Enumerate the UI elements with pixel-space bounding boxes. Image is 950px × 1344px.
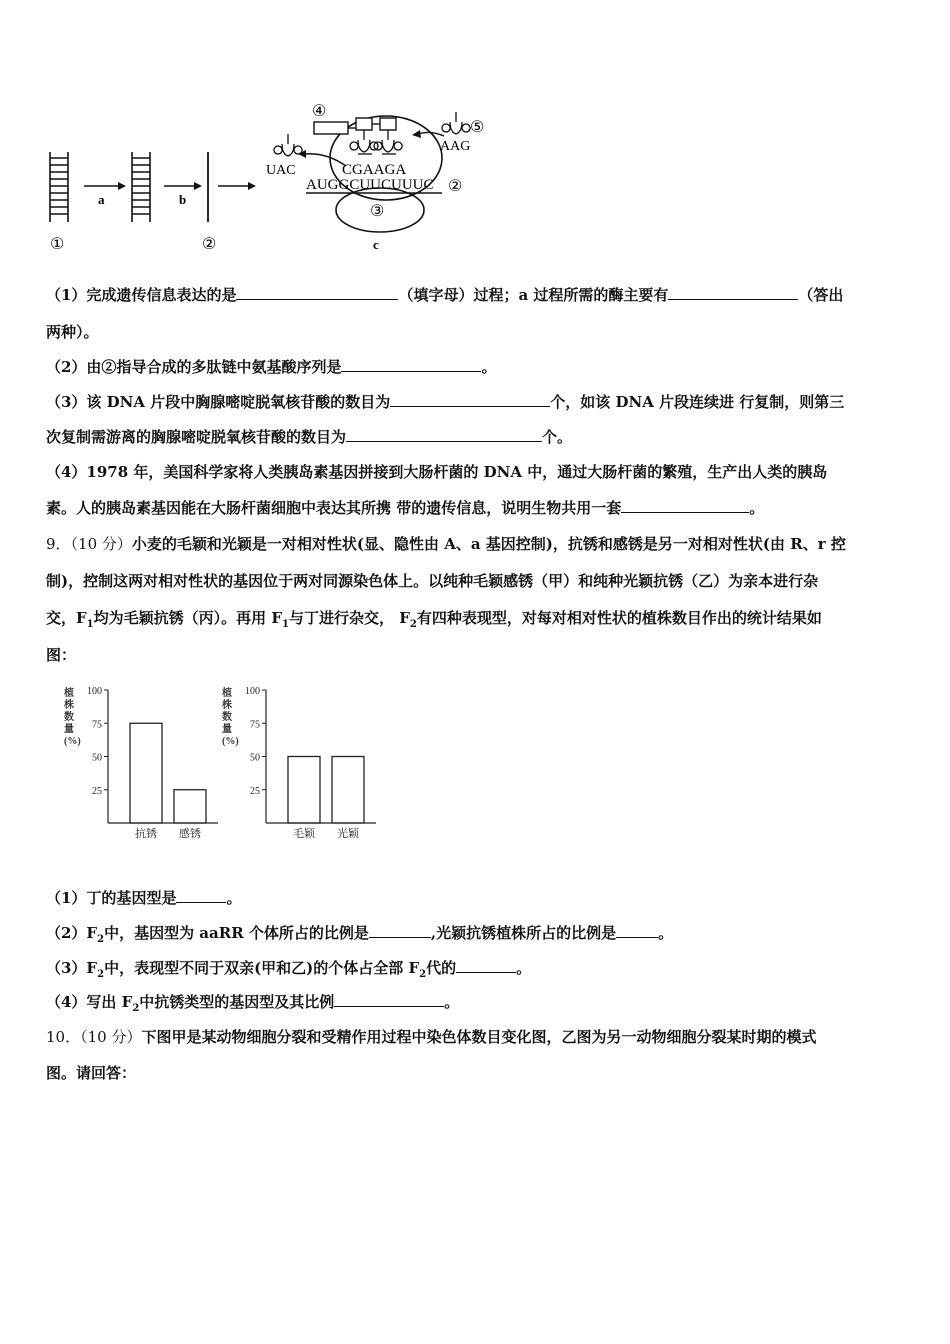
q8-part1-text-b: （填字母）过程；a 过程所需的酶主要有 (398, 286, 669, 304)
q9-line2 (46, 571, 910, 591)
y-axis-label: 株 (64, 700, 74, 711)
arrow-translation (218, 182, 256, 190)
q8-part2 (46, 357, 910, 377)
y-axis-label: 量 (64, 724, 74, 735)
q9-sub2-subscript: 2 (97, 934, 105, 945)
y-axis-label: 数 (64, 712, 74, 723)
q9-sub2-text-a: （2）F (46, 924, 98, 942)
q8-part4-text-b: 素。人的胰岛素基因能在大肠杆菌细胞中表达其所携 带的遗传信息，说明生物共用一套 (46, 499, 622, 517)
y-tick-label: 75 (250, 719, 260, 731)
q9-text-1: 小麦的毛颖和光颖是一对相对性状(显、隐性由 A、a 基因控制)，抗锈和感锈是另一对相对性状(由 R、r 控 (131, 535, 846, 553)
label-c: c (373, 237, 379, 252)
q9-sub2-text-b: 中，基因型为 aaRR 个体所占的比例是 (104, 924, 369, 942)
y-axis-label: (%) (222, 736, 239, 747)
q8-part3-text-c: 次复制需游离的胸腺嘧啶脱氧核苷酸的数目为 (46, 428, 347, 446)
arrow-trna-enter (418, 132, 444, 136)
y-tick-label: 50 (92, 752, 102, 764)
q9-sub1-text-b: 。 (226, 889, 242, 907)
q9-sub4-subscript: 2 (132, 1003, 140, 1014)
polypeptide-box (314, 122, 348, 134)
codon-uac: UAC (266, 163, 296, 178)
q8-part4-line1 (46, 462, 910, 482)
arrow-trna-exit (304, 154, 346, 166)
q9-sub3-text-c: 代的 (426, 959, 457, 977)
q8-part1-text-a: （1）完成遗传信息表达的是 (46, 286, 237, 304)
y-tick-label: 25 (92, 785, 102, 797)
y-axis-label: 植 (222, 688, 232, 699)
q9-sub3-subscript-2: 2 (419, 969, 427, 980)
q8-answer-blank-6[interactable] (621, 498, 749, 513)
label-2: ② (202, 236, 217, 253)
bar-感锈 (174, 790, 206, 823)
y-tick-label: 50 (250, 752, 260, 764)
q10-line1 (46, 1027, 910, 1047)
q9-answer-blank-4[interactable] (456, 958, 516, 973)
label-3: ③ (370, 203, 385, 220)
q9-sub2-text-c: ,光颖抗锈植株所占的比例是 (430, 924, 617, 942)
q8-part3-line1 (46, 392, 910, 412)
gene-expression-diagram (40, 96, 510, 256)
q9-line3 (46, 608, 910, 628)
q8-part3-text-a: （3）该 DNA 片段中胸腺嘧啶脱氧核苷酸的数目为 (46, 393, 391, 411)
q8-part1-line1 (46, 285, 910, 305)
arrow-b (164, 182, 202, 190)
q8-part3-text-b: 个，如该 DNA 片段连续进 行复制，则第三 (550, 393, 845, 411)
q10-text-2: 图。请回答： (46, 1064, 137, 1082)
q9-sub1-text-a: （1）丁的基因型是 (46, 889, 177, 907)
x-tick-label: 感锈 (179, 828, 201, 840)
q10-text-1: 下图甲是某动物细胞分裂和受精作用过程中染色体数目变化图，乙图为另一动物细胞分裂某时期的模式 (141, 1028, 817, 1046)
label-5: ⑤ (470, 119, 485, 136)
y-tick-label: 100 (87, 686, 102, 697)
bar-光颖 (332, 757, 364, 824)
q8-answer-blank-4[interactable] (390, 392, 550, 407)
y-axis-label: 量 (222, 724, 232, 735)
y-axis-label: 数 (222, 712, 232, 723)
q8-part4-text-a: （4）1978 年，美国科学家将人类胰岛素基因拼接到大肠杆菌的 DNA 中，通过大肠杆菌的繁殖，生产出人类的胰岛 (46, 463, 828, 481)
q8-part1-text-c: （答出 (798, 286, 844, 304)
q9-text-3d: 有四种表现型，对每对相对性状的植株数目作出的统计结果如 (416, 609, 822, 627)
q8-answer-blank-2[interactable] (668, 285, 798, 300)
mrna-label-2: ② (448, 178, 463, 195)
codon-aag: AAG (440, 139, 471, 154)
q9-sub3-text-b: 中，表现型不同于双亲(甲和乙)的个体占全部 F (104, 959, 420, 977)
q10-number: 10．（10 分） (46, 1028, 142, 1046)
mrna-sequence: AUGGCUUCUUUC (306, 177, 434, 193)
q9-line1 (46, 534, 910, 554)
bar-chart-rust-resistance (60, 684, 230, 849)
q9-text-3c: 与丁进行杂交， F (288, 609, 410, 627)
q9-line4 (46, 645, 910, 665)
y-tick-label: 75 (92, 719, 102, 731)
q8-part4-text-c: 。 (749, 499, 765, 517)
q9-number: 9．（10 分） (46, 535, 132, 553)
q9-sub3-text-a: （3）F (46, 959, 98, 977)
bar-毛颖 (288, 757, 320, 824)
q9-text-3a: 交，F (46, 609, 87, 627)
label-4: ④ (312, 103, 327, 120)
q9-sub4-text-a: （4）写出 F (46, 993, 133, 1011)
label-a: a (98, 192, 105, 207)
q9-text-2: 制)，控制这两对相对性状的基因位于两对同源染色体上。以纯种毛颖感锈（甲）和纯种光颖抗锈（乙）为亲本进行杂 (46, 572, 819, 590)
q9-sub3-subscript: 2 (97, 969, 105, 980)
y-axis-label: 植 (64, 688, 74, 699)
y-axis-label: 株 (222, 700, 232, 711)
q9-answer-blank-5[interactable] (334, 992, 444, 1007)
q8-part2-text-b: 。 (481, 358, 497, 376)
x-tick-label: 抗锈 (135, 828, 157, 840)
label-1: ① (50, 236, 65, 253)
y-tick-label: 100 (245, 686, 260, 697)
q8-answer-blank-1[interactable] (236, 285, 398, 300)
trna-in-ribosome (350, 130, 402, 154)
q9-sub-2: 1 (282, 619, 289, 630)
y-axis-label: (%) (64, 736, 81, 747)
q9-answer-blank-1[interactable] (176, 888, 226, 903)
q9-sub-3: 2 (409, 619, 417, 630)
q10-line2 (46, 1063, 910, 1083)
q9-sub4 (46, 992, 910, 1012)
q8-part4-line2 (46, 498, 910, 518)
q9-sub3 (46, 958, 910, 978)
q9-answer-blank-3[interactable] (616, 923, 658, 938)
q8-part1-line2 (46, 322, 910, 342)
x-tick-label: 毛颖 (293, 828, 315, 840)
arrow-a (84, 182, 126, 190)
q9-sub3-text-d: 。 (516, 959, 532, 977)
q9-sub4-text-c: 。 (444, 993, 460, 1011)
bar-chart-glume-type (218, 684, 388, 849)
q8-answer-blank-5[interactable] (346, 427, 542, 442)
trna-leaving (274, 134, 302, 156)
anticodons-cgaaga: CGAAGA (342, 162, 407, 178)
q8-answer-blank-3[interactable] (341, 357, 481, 372)
x-tick-label: 光颖 (337, 828, 359, 840)
q8-part1-text-d: 两种）。 (46, 323, 99, 341)
q9-answer-blank-2[interactable] (369, 923, 431, 938)
q9-sub2-text-d: 。 (658, 924, 674, 942)
y-tick-label: 25 (250, 785, 260, 797)
q8-part3-line2 (46, 427, 910, 447)
dna-double-strand-2 (132, 152, 150, 222)
q9-sub1 (46, 888, 910, 908)
q8-part2-text-a: （2）由②指导合成的多肽链中氨基酸序列是 (46, 358, 342, 376)
q9-sub4-text-b: 中抗锈类型的基因型及其比例 (139, 993, 335, 1011)
q9-sub-1: 1 (86, 619, 94, 630)
bar-抗锈 (130, 723, 162, 823)
q9-text-3b: 均为毛颖抗锈（丙）。再用 F (93, 609, 282, 627)
label-b: b (179, 192, 187, 207)
q9-sub2 (46, 923, 910, 943)
trna-incoming (442, 112, 470, 134)
q8-part3-text-d: 个。 (542, 428, 573, 446)
q9-text-4: 图： (46, 646, 77, 664)
dna-double-strand-1 (50, 152, 68, 222)
